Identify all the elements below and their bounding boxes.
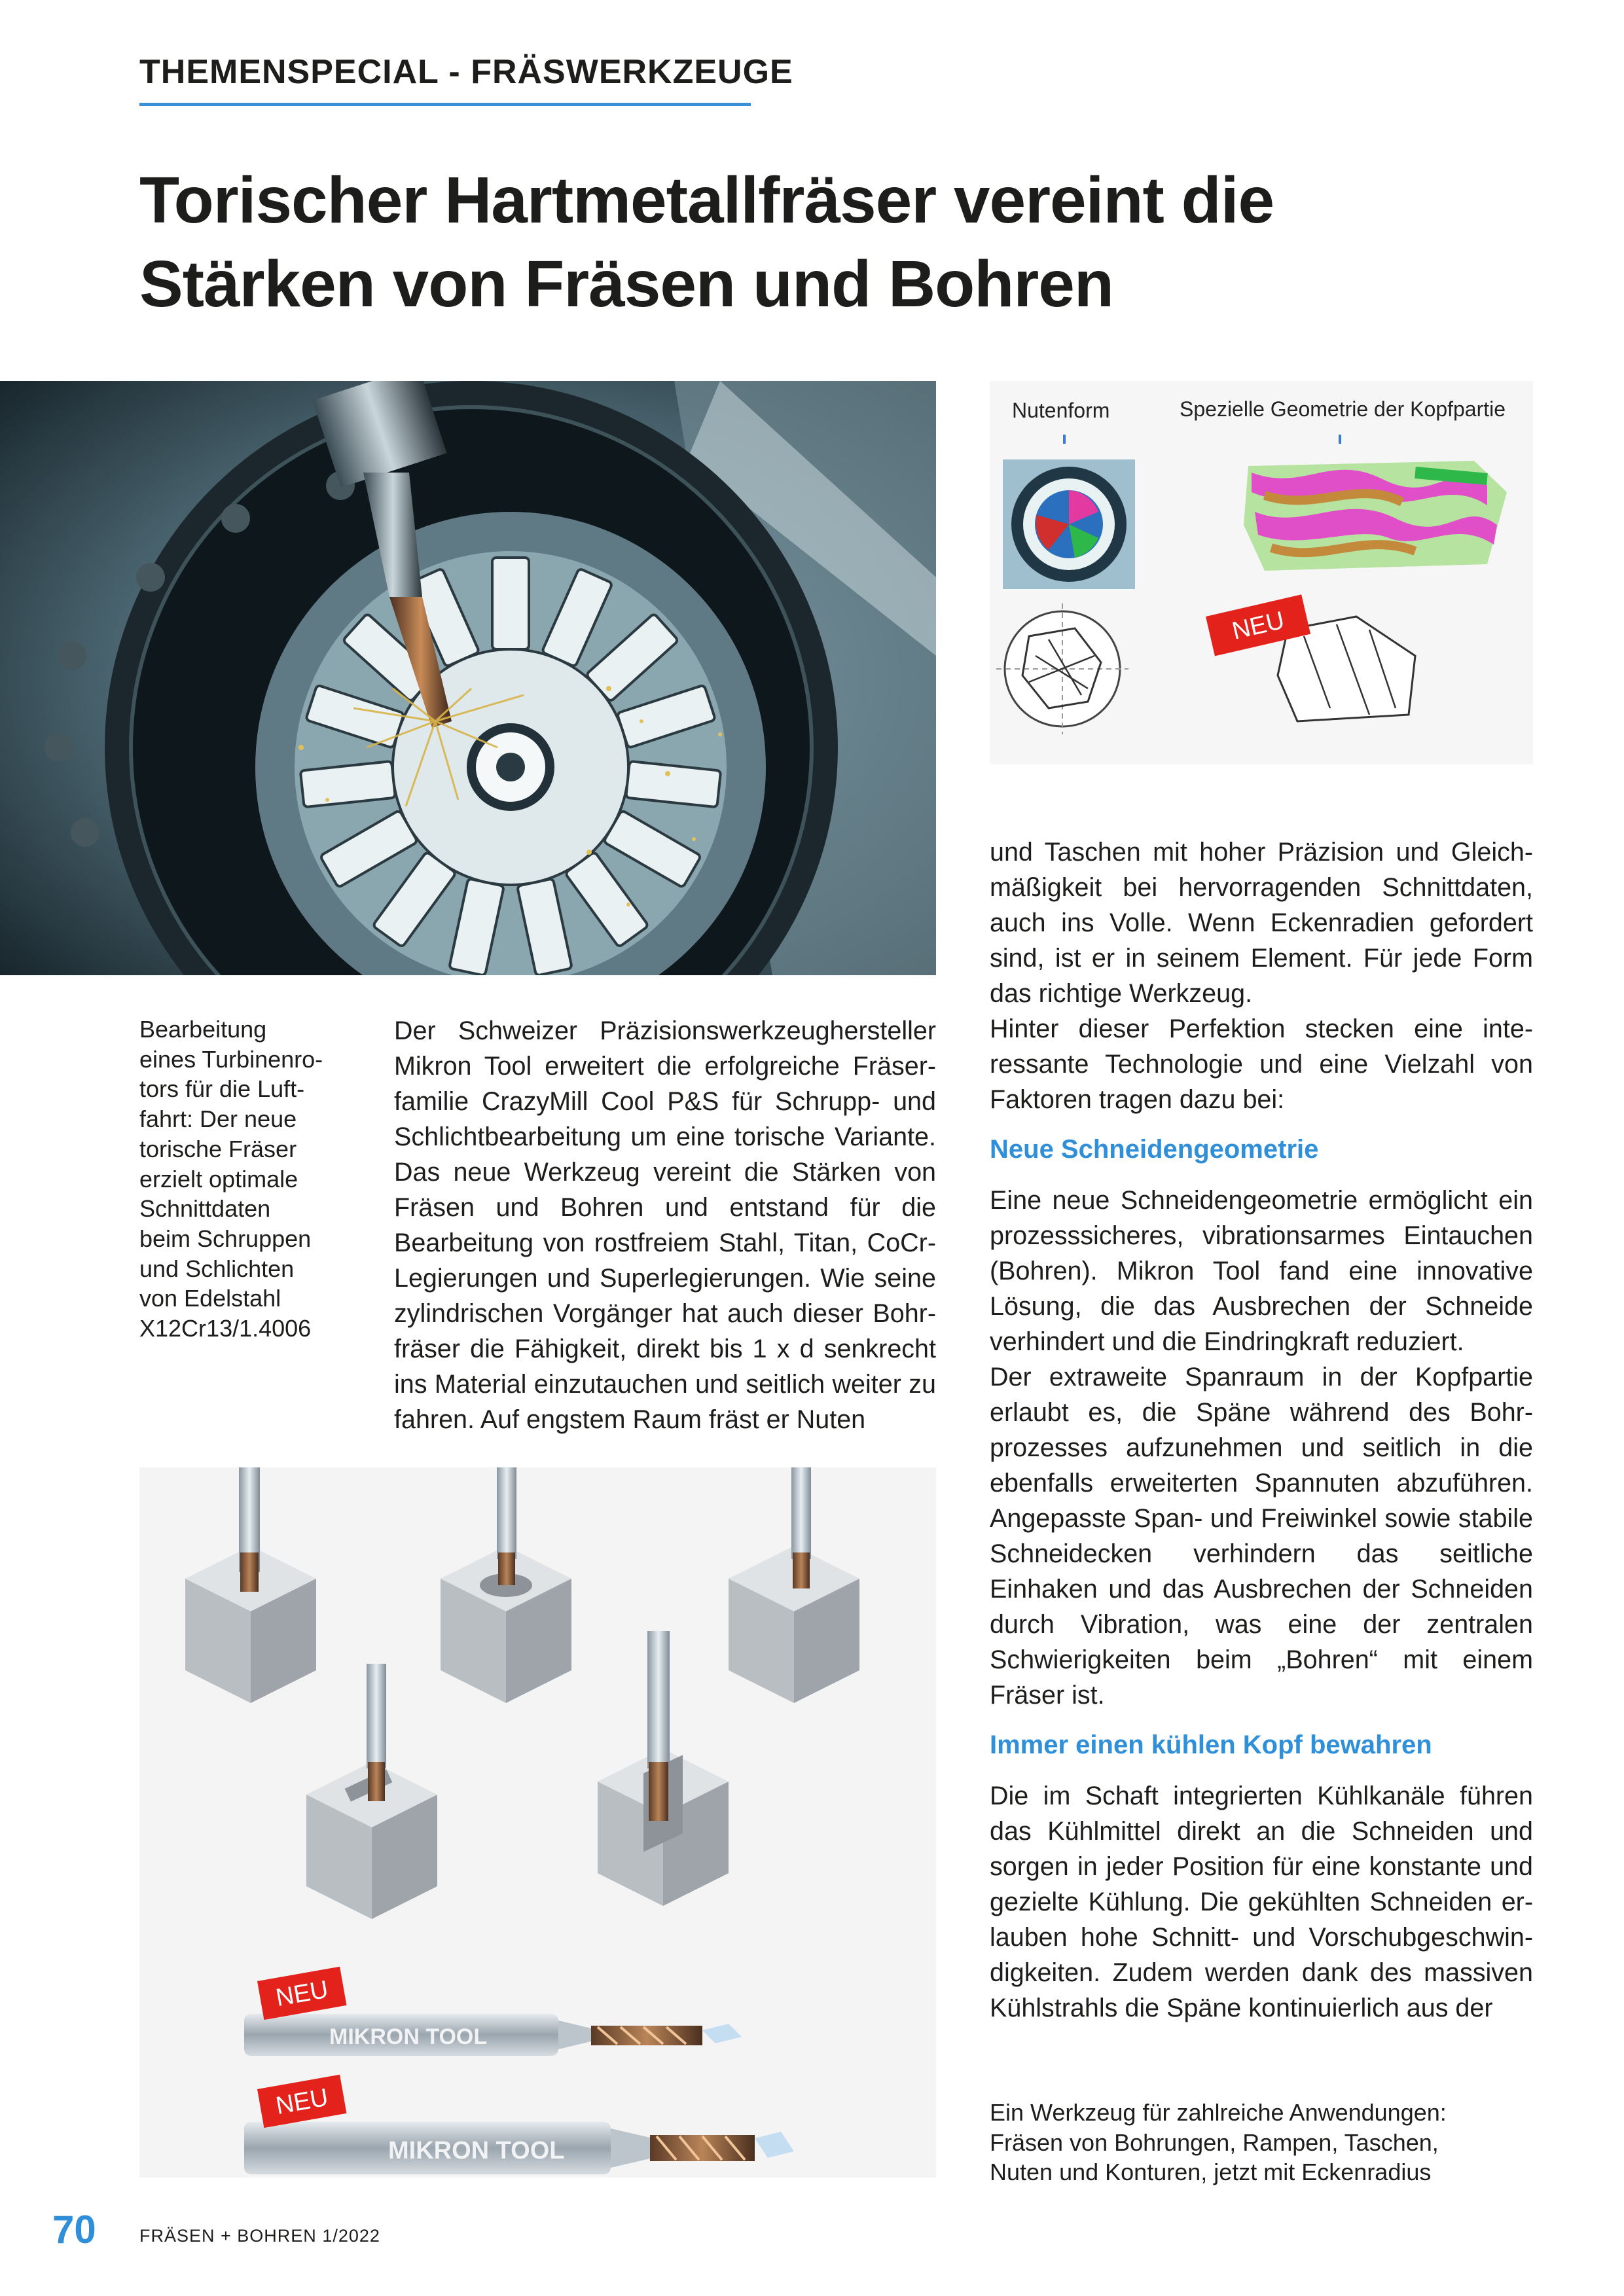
caption-line: beim Schruppen bbox=[139, 1225, 312, 1252]
caption-line: Ein Werkzeug für zahlreiche Anwendungen: bbox=[990, 2099, 1447, 2126]
article-column-right bbox=[990, 834, 1533, 2026]
neu-badge-tool-2: NEU bbox=[274, 2083, 331, 2121]
caption-line: von Edelstahl bbox=[139, 1285, 281, 1312]
caption-tool-image bbox=[990, 2098, 1533, 2187]
shank-brand-1: MIKRON TOOL bbox=[329, 2024, 488, 2049]
turbine-machining-illustration bbox=[0, 381, 936, 975]
article-column-middle bbox=[394, 1013, 936, 1437]
caption-line: tors für die Luft- bbox=[139, 1075, 305, 1103]
neu-badge-diagram: NEU bbox=[1229, 606, 1288, 645]
tool-applications-illustration bbox=[139, 1467, 936, 2178]
geometry-illustration bbox=[990, 381, 1533, 764]
caption-line: X12Cr13/1.4006 bbox=[139, 1315, 312, 1342]
article-headline bbox=[139, 158, 1514, 326]
headline-line-1: Torischer Hartmetallfräser vereint die bbox=[139, 164, 1274, 237]
subheading-kuehlung: Immer einen kühlen Kopf bewahren bbox=[990, 1731, 1432, 1759]
caption-line: torische Fräser bbox=[139, 1135, 297, 1162]
caption-line: erzielt optimale bbox=[139, 1165, 298, 1193]
caption-line: fahrt: Der neue bbox=[139, 1105, 297, 1133]
magazine-reference: FRÄSEN + BOHREN 1/2022 bbox=[139, 2226, 380, 2246]
neu-badge-tool-1: NEU bbox=[274, 1975, 331, 2013]
caption-line: Bearbeitung bbox=[139, 1016, 267, 1043]
paragraph-intro: Der Schweizer Präzisionswerkzeughersteller Mikron Tool erweitert die erfolgreiche Fräserfamilie CrazyMill Cool P&S für Schrupp- und Schlichtbearbeitung um eine torische Variante. Das neue Werkzeug vereint die Stärken von Fräsen und Bohren und entstand für die Bearbeitung von rostfreiem Stahl, Titan, CoCr-Legierungen und Superlegierungen. Wie seine zylindrischen Vorgänger hat auch dieser Bohrfräser die Fähigkeit, direkt bis 1 x d senkrecht ins Material einzutauchen und seitlich weiter zu fahren. Auf engstem Raum fräst er Nuten bbox=[394, 1016, 936, 1434]
headline-line-2: Stärken von Fräsen und Bohren bbox=[139, 247, 1113, 321]
caption-turbine-photo bbox=[139, 1014, 342, 1344]
tool-applications-image bbox=[139, 1467, 936, 2178]
paragraph: Hinter dieser Perfektion stecken eine interessante Technologie und eine Vielzahl von Faktoren tragen dazu bei: bbox=[990, 1014, 1533, 1114]
caption-line: und Schlichten bbox=[139, 1255, 295, 1282]
label-geometrie: Spezielle Geometrie der Kopfpartie bbox=[1180, 397, 1506, 421]
subheading-schneidengeometrie: Neue Schneidengeometrie bbox=[990, 1135, 1319, 1164]
paragraph: und Taschen mit hoher Präzision und Gleichmäßigkeit bei hervorragenden Schnittdaten, auch ins Volle. Wenn Eckenradien gefordert sind, ist er in seinem Element. Für jede Form das richtige Werkzeug. bbox=[990, 838, 1533, 1008]
shank-brand-2: MIKRON TOOL bbox=[388, 2137, 565, 2164]
turbine-machining-photo bbox=[0, 381, 936, 975]
paragraph: Der extraweite Spanraum in der Kopfpartie erlaubt es, die Späne während des Bohrprozesses aufzunehmen und seitlich in die ebenfalls erweiterten Spannuten abzuführen. Angepasste Span- und Freiwinkel sowie stabile Schneidecken verhindern das seitliche Einhaken und das Ausbrechen der Schneiden durch Vibration, was eine der zentralen Schwierigkeiten beim „Bohren“ mit einem Fräser ist. bbox=[990, 1363, 1533, 1710]
section-header: THEMENSPECIAL - FRÄSWERKZEUGE bbox=[139, 51, 751, 106]
caption-line: Fräsen von Bohrungen, Rampen, Taschen, bbox=[990, 2128, 1439, 2156]
tool-geometry-diagram bbox=[990, 381, 1533, 764]
paragraph: Eine neue Schneidengeometrie ermöglicht ein prozesssicheres, vibrationsarmes Eintauchen (Bohren). Mikron Tool fand eine innovative Lösung, die das Ausbrechen der Schneide verhindert und die Eindringkraft reduziert. bbox=[990, 1186, 1533, 1356]
label-nutenform: Nutenform bbox=[1012, 399, 1110, 422]
caption-line: Nuten und Konturen, jetzt mit Eckenradius bbox=[990, 2159, 1432, 2186]
paragraph: Die im Schaft integrierten Kühlkanäle führen das Kühlmittel direkt an die Schneiden und sorgen in jeder Position für eine konstante und gezielte Kühlung. Die gekühlten Schneiden erlauben hohe Schnitt- und Vorschubgeschwindigkeiten. Zudem werden dank des massiven Kühlstrahls die Späne kontinuierlich aus der bbox=[990, 1782, 1533, 2022]
caption-line: eines Turbinenro- bbox=[139, 1045, 323, 1073]
caption-line: Schnittdaten bbox=[139, 1195, 271, 1223]
page-number: 70 bbox=[52, 2208, 96, 2251]
